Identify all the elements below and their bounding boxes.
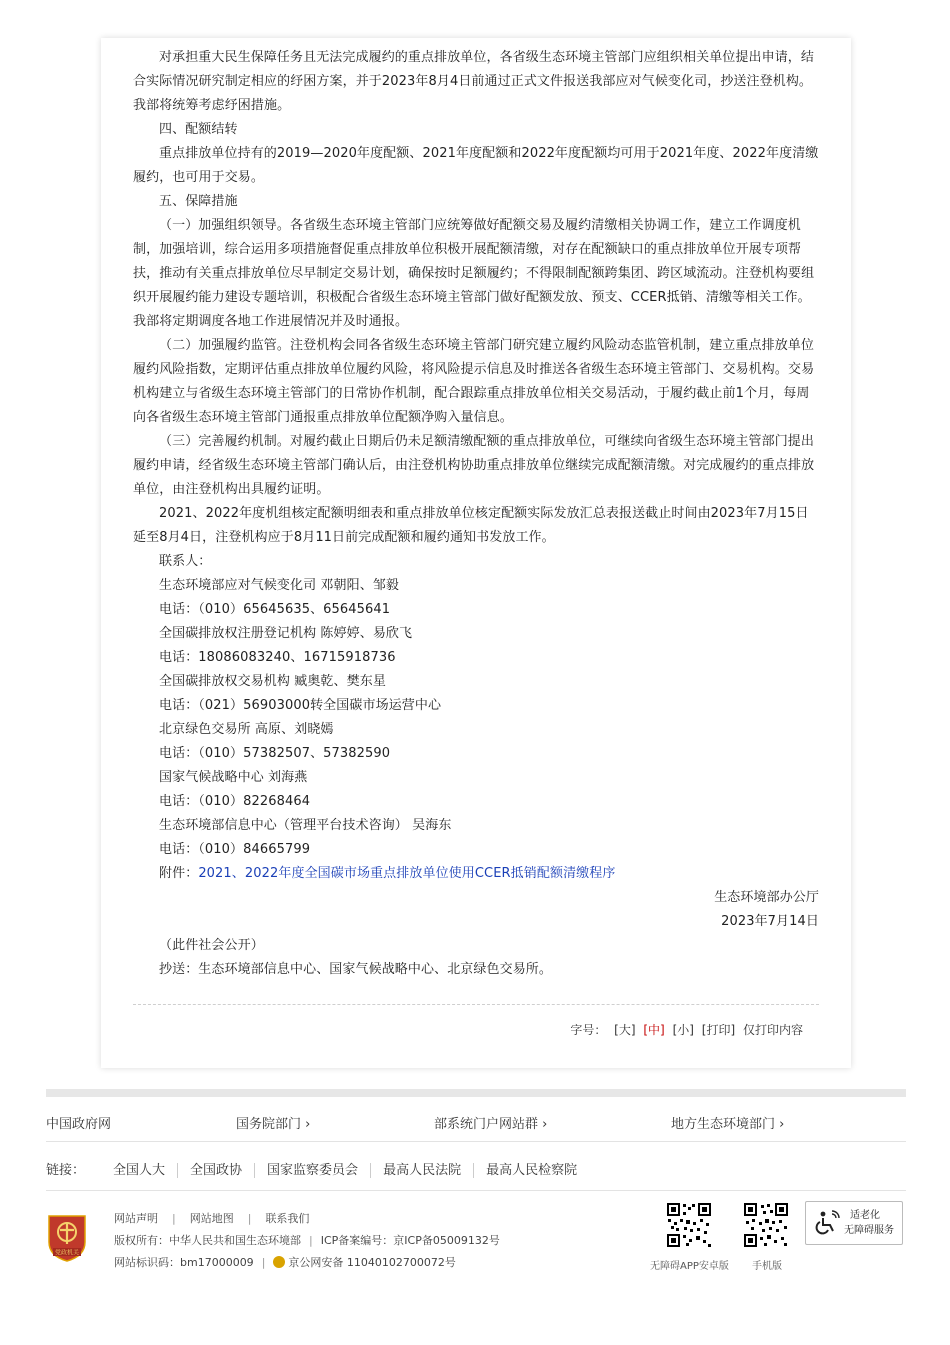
signature: 生态环境部办公厅 — [714, 890, 819, 905]
publicity-note: （此件社会公开） — [159, 938, 264, 953]
font-small-button[interactable]: [小] — [672, 1023, 694, 1037]
contact-heading: 联系人： — [159, 554, 212, 569]
contact-line: 生态环境部信息中心（管理平台技术咨询） 吴海东 — [159, 818, 452, 833]
font-size-label: 字号： — [570, 1023, 607, 1037]
footer-statement-link[interactable]: 网站声明 — [114, 1212, 158, 1225]
contact-line: 生态环境部应对气候变化司 邓朝阳、邹毅 — [159, 578, 400, 593]
footer-link[interactable]: 国家监察委员会 — [254, 1163, 370, 1178]
section-heading: 四、配额结转 — [159, 122, 238, 137]
mobile-qr-caption: 手机版 — [752, 1261, 782, 1272]
paragraph: （一）加强组织领导。各省级生态环境主管部门应统筹做好配额交易及履约清缴相关协调工作，建立工作调度机制，加强培训，综合运用多项措施督促重点排放单位积极开展配额清缴，对存在配额缺口的重点排放单位开展专项帮扶，推动有关重点排放单位尽早制定交易计划，确保按时足额履约；不得限制配额跨集团、跨区域流动。注登机构要组织开展履约能力建设专题培训，积极配合省级生态环境主管部门做好配额发放、预支、CCER抵销、清缴等相关工作。我部将定期调度各地工作进展情况并及时通报。 — [133, 218, 815, 329]
badge-text: 党政机关 — [54, 1249, 80, 1257]
contact-line: 电话：（010）82268464 — [159, 794, 311, 809]
divider — [133, 1004, 819, 1005]
font-large-button[interactable]: [大] — [614, 1023, 636, 1037]
contact-line: 北京绿色交易所 高原、刘晓嫣 — [159, 722, 334, 737]
mobile-qr-code-icon — [743, 1202, 789, 1248]
icp-text[interactable]: ICP备案编号：京ICP备05009132号 — [320, 1234, 500, 1247]
contact-line: 全国碳排放权注册登记机构 陈婷婷、易欣飞 — [159, 626, 413, 641]
footer-sitemap-link[interactable]: 网站地图 — [189, 1212, 234, 1225]
attachment-label: 附件： — [159, 866, 199, 881]
footer-link[interactable]: 全国人大 — [113, 1163, 166, 1178]
contact-line: 电话：18086083240、16715918736 — [159, 650, 396, 665]
police-badge-icon — [273, 1256, 285, 1268]
paragraph: 2021、2022年度机组核定配额明细表和重点排放单位核定配额实际发放汇总表报送截止时间由2023年7月15日延至8月4日，注登机构应于8月11日前完成配额和履约通知书发放工作。 — [133, 506, 809, 545]
footer-links — [46, 1159, 589, 1178]
divider — [46, 1190, 906, 1191]
cc-line: 抄送：生态环境部信息中心、国家气候战略中心、北京绿色交易所。 — [159, 962, 553, 977]
footer-nav-gov[interactable]: 中国政府网 — [46, 1117, 112, 1132]
contact-line: 电话：（021）56903000转全国碳市场运营中心 — [159, 698, 442, 713]
accessibility-line1: 适老化 — [850, 1210, 880, 1221]
attachment-line — [133, 862, 819, 886]
paragraph: 对承担重大民生保障任务且无法完成履约的重点排放单位，各省级生态环境主管部门应组织相关单位提出申请，结合实际情况研究制定相应的纾困方案，并于2023年8月4日前通过正式文件报送我部应对气候变化司，抄送注登机构。我部将统筹考虑纾困措施。 — [133, 50, 815, 113]
print-content-button[interactable]: 仅打印内容 — [742, 1023, 803, 1037]
copyright-text: 版权所有：中华人民共和国生态环境部 — [114, 1234, 301, 1247]
footer-nav-local[interactable]: 地方生态环境部门 › — [671, 1117, 785, 1132]
police-record-text[interactable]: 京公网安备 11040102700072号 — [288, 1256, 456, 1269]
font-medium-button[interactable]: [中] — [643, 1023, 665, 1037]
site-id-text: 网站标识码：bm17000009 — [114, 1256, 254, 1269]
accessibility-service-button[interactable] — [805, 1201, 903, 1245]
divider — [46, 1141, 906, 1142]
wheelchair-icon — [814, 1210, 840, 1236]
article-body — [133, 46, 819, 982]
footer-info: 网站声明 | 网站地图 | 联系我们 版权所有：中华人民共和国生态环境部 | ICP备案编号：京ICP备05009132号 网站标识码：bm17000009 | 京公网安备 11040102700072号 — [114, 1212, 500, 1269]
footer-contact-link[interactable]: 联系我们 — [265, 1212, 310, 1225]
footer-top-bar — [46, 1089, 906, 1097]
party-government-badge-icon[interactable] — [46, 1212, 88, 1262]
contact-line: 电话：（010）84665799 — [159, 842, 311, 857]
font-size-controls — [566, 1021, 803, 1038]
footer-nav-state-council[interactable]: 国务院部门 › — [236, 1117, 311, 1132]
paragraph: 重点排放单位持有的2019—2020年度配额、2021年度配额和2022年度配额均可用于2021年度、2022年度清缴履约，也可用于交易。 — [133, 146, 819, 185]
paragraph: （二）加强履约监管。注登机构会同各省级生态环境主管部门研究建立履约风险动态监管机制，建立重点排放单位履约风险指数，定期评估重点排放单位履约风险，将风险提示信息及时推送各省级生态环境主管部门、交易机构。交易机构建立与省级生态环境主管部门的日常协作机制，配合跟踪重点排放单位相关交易活动，于履约截止前1个月，每周向各省级生态环境主管部门通报重点排放单位配额净购入量信息。 — [133, 338, 815, 425]
contact-line: 电话：（010）57382507、57382590 — [159, 746, 391, 761]
section-heading: 五、保障措施 — [159, 194, 238, 209]
footer-link[interactable]: 最高人民法院 — [370, 1163, 473, 1178]
footer-nav-portals[interactable]: 部系统门户网站群 › — [434, 1117, 548, 1132]
app-qr-code-icon — [666, 1202, 712, 1248]
app-qr-caption: 无障碍APP安卓版 — [650, 1261, 729, 1272]
article-card — [101, 38, 851, 1068]
accessibility-line2: 无障碍服务 — [844, 1225, 894, 1236]
footer-link[interactable]: 全国政协 — [177, 1163, 254, 1178]
contact-line: 电话：（010）65645635、65645641 — [159, 602, 391, 617]
footer-link[interactable]: 最高人民检察院 — [473, 1163, 589, 1178]
contact-line: 国家气候战略中心 刘海燕 — [159, 770, 308, 785]
attachment-link[interactable]: 2021、2022年度全国碳市场重点排放单位使用CCER抵销配额清缴程序 — [198, 866, 616, 881]
date: 2023年7月14日 — [721, 914, 819, 929]
footer-nav — [46, 1107, 906, 1137]
footer-links-label: 链接： — [46, 1163, 86, 1178]
contact-line: 全国碳排放权交易机构 臧奥乾、樊东星 — [159, 674, 386, 689]
print-button[interactable]: [打印] — [701, 1023, 736, 1037]
paragraph: （三）完善履约机制。对履约截止日期后仍未足额清缴配额的重点排放单位，可继续向省级生态环境主管部门提出履约申请，经省级生态环境主管部门确认后，由注登机构协助重点排放单位继续完成配额清缴。对完成履约的重点排放单位，由注登机构出具履约证明。 — [133, 434, 815, 497]
